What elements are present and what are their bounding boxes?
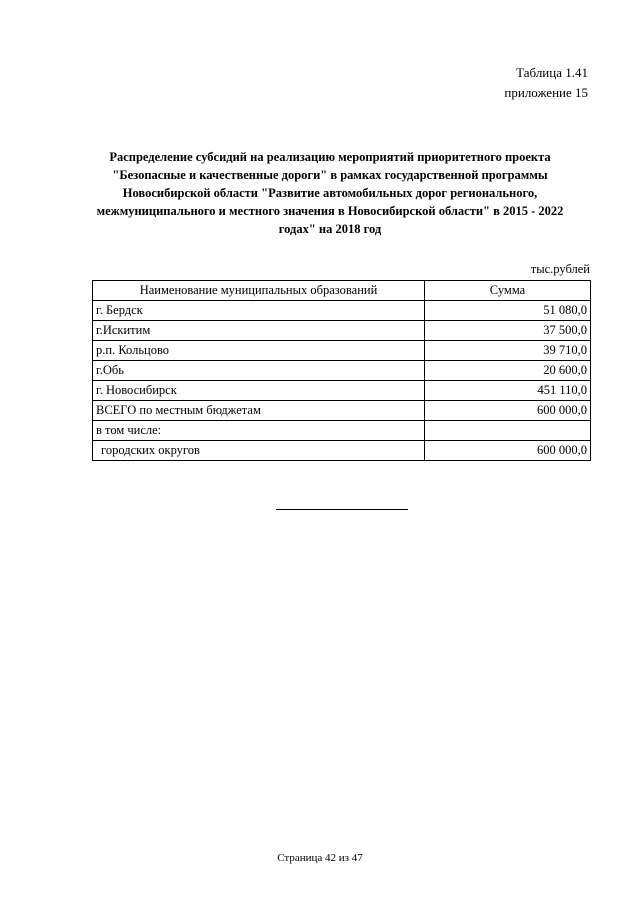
table-row	[93, 301, 591, 321]
title-line: межмуниципального и местного значения в Новосибирской области" в 2015 - 2022	[96, 204, 564, 218]
table-row	[93, 381, 591, 401]
total-label: ВСЕГО по местным бюджетам	[93, 401, 425, 421]
including-label: в том числе:	[93, 421, 425, 441]
document-title	[80, 148, 580, 238]
table-row	[93, 341, 591, 361]
municipality-name: г. Бердск	[93, 301, 425, 321]
title-line: годах" на 2018 год	[278, 222, 382, 236]
total-amount: 600 000,0	[425, 401, 591, 421]
end-divider	[276, 509, 408, 510]
amount-cell: 20 600,0	[425, 361, 591, 381]
table-header-row	[93, 281, 591, 301]
municipality-name: г.Искитим	[93, 321, 425, 341]
total-row	[93, 401, 591, 421]
municipality-name: р.п. Кольцово	[93, 341, 425, 361]
column-header-name: Наименование муниципальных образований	[93, 281, 425, 301]
table-row	[93, 321, 591, 341]
amount-cell: 39 710,0	[425, 341, 591, 361]
units-label: тыс.рублей	[530, 262, 590, 276]
table-row	[93, 361, 591, 381]
municipality-name: г. Новосибирск	[93, 381, 425, 401]
including-row	[93, 421, 591, 441]
subsidy-table	[92, 280, 591, 461]
title-line: Распределение субсидий на реализацию мероприятий приоритетного проекта	[109, 150, 551, 164]
title-line: Новосибирской области "Развитие автомобильных дорог регионального,	[122, 186, 538, 200]
page-number: Страница 42 из 47	[277, 852, 363, 864]
amount-cell: 37 500,0	[425, 321, 591, 341]
amount-cell: 451 110,0	[425, 381, 591, 401]
subtotal-label: городских округов	[93, 441, 425, 461]
table-number-label: Таблица 1.41	[516, 65, 588, 80]
subtotal-amount: 600 000,0	[425, 441, 591, 461]
column-header-amount: Сумма	[425, 281, 591, 301]
including-amount	[425, 421, 591, 441]
municipality-name: г.Обь	[93, 361, 425, 381]
amount-cell: 51 080,0	[425, 301, 591, 321]
appendix-label: приложение 15	[504, 85, 588, 100]
title-line: "Безопасные и качественные дороги" в рамках государственной программы	[112, 168, 548, 182]
subtotal-row	[93, 441, 591, 461]
